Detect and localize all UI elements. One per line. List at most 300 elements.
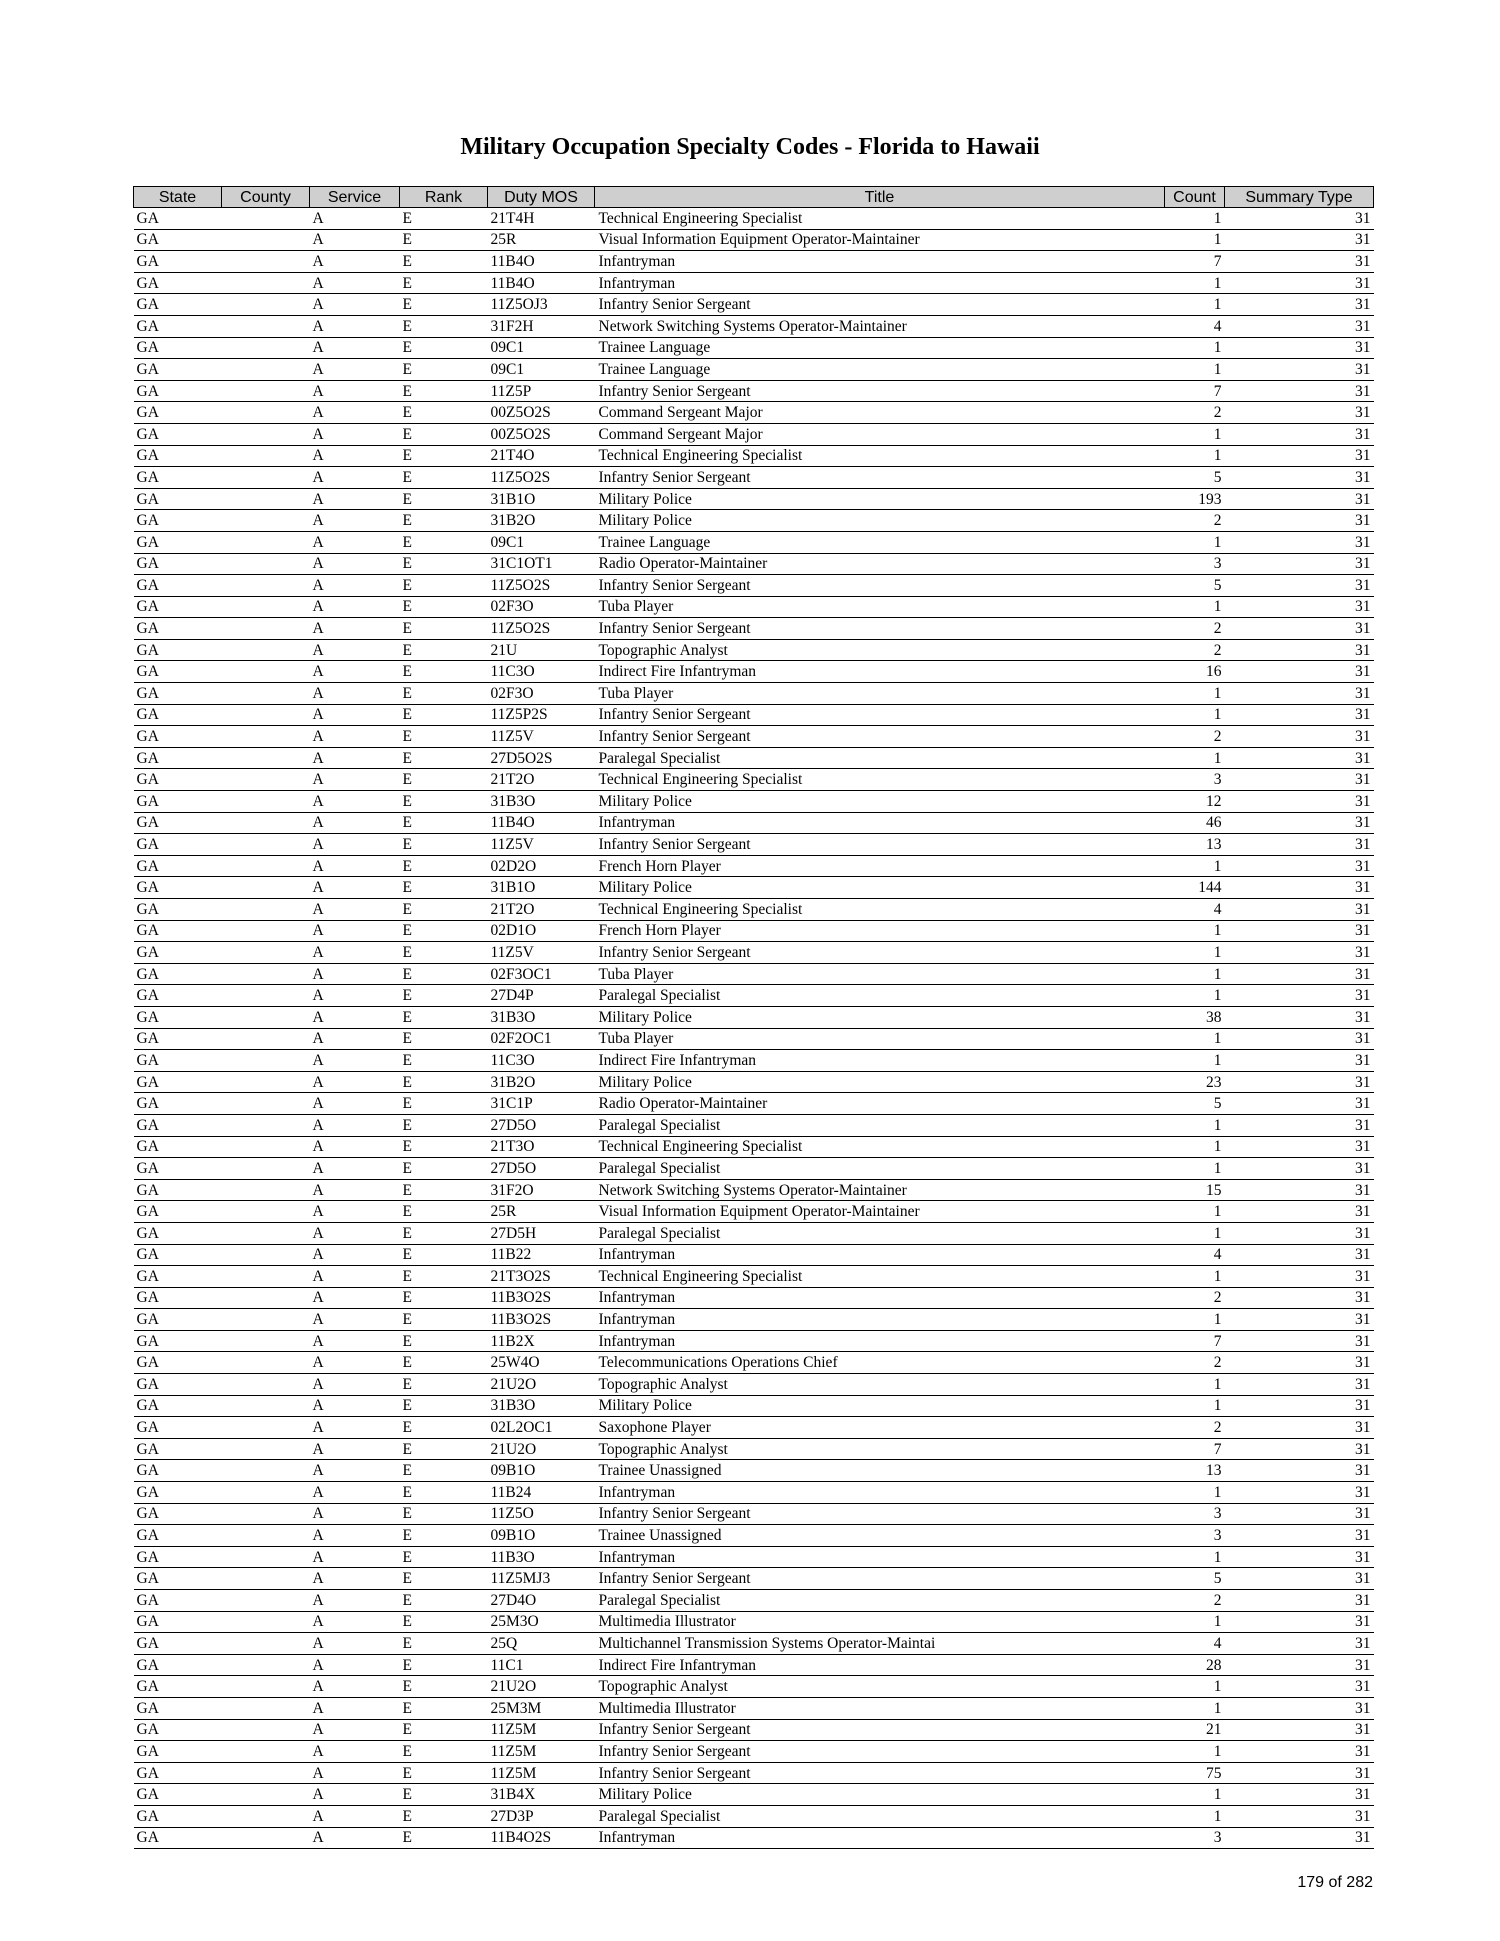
- cell-service: A: [310, 445, 400, 467]
- cell-duty-mos: 11Z5M: [488, 1762, 595, 1784]
- cell-summary-type: 31: [1225, 208, 1374, 230]
- cell-service: A: [310, 1266, 400, 1288]
- cell-rank: E: [400, 1266, 488, 1288]
- cell-summary-type: 31: [1225, 1460, 1374, 1482]
- cell-summary-type: 31: [1225, 1741, 1374, 1763]
- cell-county: [222, 1611, 310, 1633]
- cell-title: Paralegal Specialist: [595, 1805, 1165, 1827]
- cell-summary-type: 31: [1225, 1417, 1374, 1439]
- table-row: [134, 1460, 1374, 1482]
- cell-county: [222, 1697, 310, 1719]
- cell-count: 1: [1165, 1266, 1225, 1288]
- cell-duty-mos: 31B4X: [488, 1784, 595, 1806]
- column-header-summary-type[interactable]: Summary Type: [1225, 187, 1374, 208]
- page-number: 179 of 282: [1297, 1874, 1373, 1891]
- cell-county: [222, 1244, 310, 1266]
- cell-county: [222, 402, 310, 424]
- cell-title: Military Police: [595, 510, 1165, 532]
- cell-county: [222, 639, 310, 661]
- cell-rank: E: [400, 1136, 488, 1158]
- cell-service: A: [310, 294, 400, 316]
- cell-state: GA: [134, 726, 222, 748]
- cell-duty-mos: 11B2X: [488, 1330, 595, 1352]
- cell-state: GA: [134, 1201, 222, 1223]
- cell-county: [222, 1352, 310, 1374]
- cell-rank: E: [400, 704, 488, 726]
- cell-count: 1: [1165, 1611, 1225, 1633]
- cell-state: GA: [134, 1006, 222, 1028]
- cell-title: Infantry Senior Sergeant: [595, 1719, 1165, 1741]
- cell-rank: E: [400, 747, 488, 769]
- cell-state: GA: [134, 704, 222, 726]
- cell-county: [222, 1006, 310, 1028]
- cell-county: [222, 596, 310, 618]
- table-row: [134, 1590, 1374, 1612]
- cell-summary-type: 31: [1225, 747, 1374, 769]
- cell-title: Military Police: [595, 1006, 1165, 1028]
- cell-county: [222, 1460, 310, 1482]
- mos-table: [133, 186, 1374, 1849]
- cell-count: 7: [1165, 1330, 1225, 1352]
- cell-county: [222, 618, 310, 640]
- cell-rank: E: [400, 834, 488, 856]
- cell-count: 1: [1165, 272, 1225, 294]
- cell-state: GA: [134, 1093, 222, 1115]
- cell-title: Visual Information Equipment Operator-Maintainer: [595, 229, 1165, 251]
- cell-summary-type: 31: [1225, 294, 1374, 316]
- cell-duty-mos: 02D2O: [488, 855, 595, 877]
- cell-title: Trainee Unassigned: [595, 1460, 1165, 1482]
- cell-summary-type: 31: [1225, 726, 1374, 748]
- cell-service: A: [310, 942, 400, 964]
- cell-rank: E: [400, 402, 488, 424]
- table-row: [134, 834, 1374, 856]
- cell-state: GA: [134, 942, 222, 964]
- cell-rank: E: [400, 639, 488, 661]
- cell-count: 2: [1165, 510, 1225, 532]
- cell-county: [222, 1287, 310, 1309]
- cell-count: 1: [1165, 1158, 1225, 1180]
- cell-rank: E: [400, 1633, 488, 1655]
- cell-rank: E: [400, 1546, 488, 1568]
- table-row: [134, 1482, 1374, 1504]
- cell-state: GA: [134, 1071, 222, 1093]
- table-row: [134, 251, 1374, 273]
- cell-rank: E: [400, 1352, 488, 1374]
- cell-service: A: [310, 553, 400, 575]
- cell-title: Network Switching Systems Operator-Maintainer: [595, 1179, 1165, 1201]
- cell-service: A: [310, 1590, 400, 1612]
- cell-rank: E: [400, 1222, 488, 1244]
- cell-count: 2: [1165, 618, 1225, 640]
- column-header-state[interactable]: State: [134, 187, 222, 208]
- cell-service: A: [310, 315, 400, 337]
- cell-count: 1: [1165, 1222, 1225, 1244]
- cell-county: [222, 1719, 310, 1741]
- cell-service: A: [310, 1158, 400, 1180]
- table-row: [134, 445, 1374, 467]
- cell-county: [222, 877, 310, 899]
- cell-count: 1: [1165, 1676, 1225, 1698]
- cell-rank: E: [400, 229, 488, 251]
- cell-rank: E: [400, 1438, 488, 1460]
- cell-service: A: [310, 1611, 400, 1633]
- cell-county: [222, 726, 310, 748]
- cell-title: Trainee Unassigned: [595, 1525, 1165, 1547]
- cell-count: 1: [1165, 445, 1225, 467]
- cell-title: Telecommunications Operations Chief: [595, 1352, 1165, 1374]
- cell-duty-mos: 11Z5MJ3: [488, 1568, 595, 1590]
- table-row: [134, 1158, 1374, 1180]
- cell-rank: E: [400, 315, 488, 337]
- cell-state: GA: [134, 531, 222, 553]
- cell-county: [222, 1676, 310, 1698]
- table-header-row: [134, 187, 1374, 208]
- cell-duty-mos: 27D5O: [488, 1158, 595, 1180]
- cell-state: GA: [134, 1395, 222, 1417]
- column-header-count[interactable]: Count: [1165, 187, 1225, 208]
- cell-summary-type: 31: [1225, 1222, 1374, 1244]
- table-row: [134, 1222, 1374, 1244]
- cell-title: Military Police: [595, 791, 1165, 813]
- cell-title: Infantry Senior Sergeant: [595, 704, 1165, 726]
- cell-count: 2: [1165, 1417, 1225, 1439]
- table-row: [134, 337, 1374, 359]
- cell-title: Infantry Senior Sergeant: [595, 380, 1165, 402]
- table-body: [134, 208, 1374, 1849]
- cell-service: A: [310, 1827, 400, 1849]
- column-header-service[interactable]: Service: [310, 187, 400, 208]
- cell-county: [222, 359, 310, 381]
- cell-county: [222, 1438, 310, 1460]
- cell-title: Saxophone Player: [595, 1417, 1165, 1439]
- cell-rank: E: [400, 812, 488, 834]
- cell-rank: E: [400, 1093, 488, 1115]
- cell-service: A: [310, 423, 400, 445]
- table-row: [134, 683, 1374, 705]
- cell-rank: E: [400, 380, 488, 402]
- cell-state: GA: [134, 1719, 222, 1741]
- cell-service: A: [310, 1762, 400, 1784]
- cell-title: Paralegal Specialist: [595, 747, 1165, 769]
- column-header-county[interactable]: County: [222, 187, 310, 208]
- cell-summary-type: 31: [1225, 683, 1374, 705]
- cell-duty-mos: 02L2OC1: [488, 1417, 595, 1439]
- cell-summary-type: 31: [1225, 359, 1374, 381]
- table-row: [134, 1611, 1374, 1633]
- cell-rank: E: [400, 1590, 488, 1612]
- cell-duty-mos: 11Z5M: [488, 1719, 595, 1741]
- cell-service: A: [310, 359, 400, 381]
- cell-county: [222, 380, 310, 402]
- cell-summary-type: 31: [1225, 1525, 1374, 1547]
- cell-count: 12: [1165, 791, 1225, 813]
- cell-county: [222, 1114, 310, 1136]
- cell-state: GA: [134, 251, 222, 273]
- cell-title: Infantry Senior Sergeant: [595, 1741, 1165, 1763]
- cell-service: A: [310, 1114, 400, 1136]
- cell-duty-mos: 11Z5OJ3: [488, 294, 595, 316]
- table-row: [134, 596, 1374, 618]
- cell-rank: E: [400, 423, 488, 445]
- cell-summary-type: 31: [1225, 812, 1374, 834]
- cell-service: A: [310, 596, 400, 618]
- cell-rank: E: [400, 855, 488, 877]
- cell-state: GA: [134, 1114, 222, 1136]
- table-row: [134, 1287, 1374, 1309]
- cell-duty-mos: 02F3O: [488, 683, 595, 705]
- cell-title: Military Police: [595, 1784, 1165, 1806]
- cell-rank: E: [400, 1309, 488, 1331]
- column-header-duty-mos[interactable]: Duty MOS: [488, 187, 595, 208]
- cell-state: GA: [134, 1503, 222, 1525]
- cell-service: A: [310, 272, 400, 294]
- cell-service: A: [310, 1309, 400, 1331]
- cell-state: GA: [134, 1287, 222, 1309]
- cell-summary-type: 31: [1225, 510, 1374, 532]
- cell-count: 1: [1165, 208, 1225, 230]
- column-header-title[interactable]: Title: [595, 187, 1165, 208]
- cell-duty-mos: 11C3O: [488, 661, 595, 683]
- cell-duty-mos: 11C3O: [488, 1050, 595, 1072]
- cell-summary-type: 31: [1225, 488, 1374, 510]
- cell-summary-type: 31: [1225, 1503, 1374, 1525]
- cell-summary-type: 31: [1225, 855, 1374, 877]
- cell-county: [222, 208, 310, 230]
- cell-summary-type: 31: [1225, 1438, 1374, 1460]
- cell-summary-type: 31: [1225, 877, 1374, 899]
- table-row: [134, 359, 1374, 381]
- cell-service: A: [310, 1741, 400, 1763]
- cell-rank: E: [400, 488, 488, 510]
- cell-county: [222, 467, 310, 489]
- cell-state: GA: [134, 337, 222, 359]
- cell-summary-type: 31: [1225, 942, 1374, 964]
- cell-service: A: [310, 1525, 400, 1547]
- cell-rank: E: [400, 1244, 488, 1266]
- cell-duty-mos: 25R: [488, 229, 595, 251]
- cell-rank: E: [400, 1050, 488, 1072]
- cell-county: [222, 661, 310, 683]
- cell-count: 1: [1165, 229, 1225, 251]
- cell-county: [222, 920, 310, 942]
- table-row: [134, 1352, 1374, 1374]
- cell-duty-mos: 31C1OT1: [488, 553, 595, 575]
- cell-count: 1: [1165, 1136, 1225, 1158]
- cell-rank: E: [400, 510, 488, 532]
- cell-title: Infantry Senior Sergeant: [595, 726, 1165, 748]
- table-row: [134, 963, 1374, 985]
- cell-duty-mos: 00Z5O2S: [488, 402, 595, 424]
- cell-service: A: [310, 1784, 400, 1806]
- cell-county: [222, 1482, 310, 1504]
- cell-summary-type: 31: [1225, 1050, 1374, 1072]
- cell-duty-mos: 11Z5O2S: [488, 575, 595, 597]
- table-row: [134, 704, 1374, 726]
- cell-service: A: [310, 337, 400, 359]
- table-row: [134, 380, 1374, 402]
- table-row: [134, 855, 1374, 877]
- cell-service: A: [310, 1395, 400, 1417]
- cell-service: A: [310, 1244, 400, 1266]
- cell-title: Paralegal Specialist: [595, 1222, 1165, 1244]
- cell-count: 1: [1165, 1482, 1225, 1504]
- cell-county: [222, 1546, 310, 1568]
- cell-rank: E: [400, 1287, 488, 1309]
- cell-count: 23: [1165, 1071, 1225, 1093]
- cell-duty-mos: 11B24: [488, 1482, 595, 1504]
- cell-summary-type: 31: [1225, 337, 1374, 359]
- cell-count: 4: [1165, 899, 1225, 921]
- cell-count: 1: [1165, 294, 1225, 316]
- cell-summary-type: 31: [1225, 791, 1374, 813]
- cell-duty-mos: 11B22: [488, 1244, 595, 1266]
- table-row: [134, 1633, 1374, 1655]
- cell-service: A: [310, 899, 400, 921]
- cell-service: A: [310, 683, 400, 705]
- cell-state: GA: [134, 1266, 222, 1288]
- cell-count: 2: [1165, 402, 1225, 424]
- cell-state: GA: [134, 1568, 222, 1590]
- table-row: [134, 1006, 1374, 1028]
- cell-count: 1: [1165, 1697, 1225, 1719]
- cell-rank: E: [400, 877, 488, 899]
- cell-title: Paralegal Specialist: [595, 1114, 1165, 1136]
- cell-title: Infantry Senior Sergeant: [595, 294, 1165, 316]
- cell-state: GA: [134, 208, 222, 230]
- cell-title: Infantry Senior Sergeant: [595, 618, 1165, 640]
- cell-duty-mos: 25W4O: [488, 1352, 595, 1374]
- cell-state: GA: [134, 1805, 222, 1827]
- cell-title: Military Police: [595, 877, 1165, 899]
- cell-service: A: [310, 963, 400, 985]
- cell-rank: E: [400, 1482, 488, 1504]
- cell-service: A: [310, 402, 400, 424]
- cell-count: 1: [1165, 704, 1225, 726]
- cell-count: 7: [1165, 251, 1225, 273]
- cell-rank: E: [400, 1158, 488, 1180]
- cell-state: GA: [134, 1482, 222, 1504]
- cell-title: Military Police: [595, 488, 1165, 510]
- table-row: [134, 1244, 1374, 1266]
- cell-title: Command Sergeant Major: [595, 402, 1165, 424]
- cell-count: 1: [1165, 942, 1225, 964]
- cell-title: Infantryman: [595, 1827, 1165, 1849]
- cell-rank: E: [400, 1741, 488, 1763]
- cell-count: 16: [1165, 661, 1225, 683]
- cell-title: Radio Operator-Maintainer: [595, 1093, 1165, 1115]
- cell-title: Technical Engineering Specialist: [595, 208, 1165, 230]
- cell-summary-type: 31: [1225, 1158, 1374, 1180]
- table-row: [134, 899, 1374, 921]
- cell-county: [222, 1503, 310, 1525]
- cell-county: [222, 229, 310, 251]
- cell-state: GA: [134, 1676, 222, 1698]
- cell-county: [222, 337, 310, 359]
- cell-duty-mos: 31B3O: [488, 1395, 595, 1417]
- cell-rank: E: [400, 1330, 488, 1352]
- cell-duty-mos: 09C1: [488, 359, 595, 381]
- cell-duty-mos: 11B4O: [488, 812, 595, 834]
- cell-count: 2: [1165, 1287, 1225, 1309]
- cell-duty-mos: 31B1O: [488, 877, 595, 899]
- cell-rank: E: [400, 1201, 488, 1223]
- cell-summary-type: 31: [1225, 1482, 1374, 1504]
- cell-duty-mos: 11C1: [488, 1654, 595, 1676]
- cell-count: 7: [1165, 380, 1225, 402]
- cell-service: A: [310, 1460, 400, 1482]
- cell-rank: E: [400, 1762, 488, 1784]
- table-row: [134, 553, 1374, 575]
- cell-title: Tuba Player: [595, 1028, 1165, 1050]
- table-row: [134, 402, 1374, 424]
- cell-title: French Horn Player: [595, 920, 1165, 942]
- column-header-rank[interactable]: Rank: [400, 187, 488, 208]
- cell-rank: E: [400, 445, 488, 467]
- cell-summary-type: 31: [1225, 553, 1374, 575]
- cell-duty-mos: 02D1O: [488, 920, 595, 942]
- cell-summary-type: 31: [1225, 1374, 1374, 1396]
- cell-county: [222, 1158, 310, 1180]
- cell-service: A: [310, 229, 400, 251]
- cell-summary-type: 31: [1225, 380, 1374, 402]
- cell-state: GA: [134, 855, 222, 877]
- cell-duty-mos: 21T2O: [488, 899, 595, 921]
- cell-county: [222, 855, 310, 877]
- cell-duty-mos: 11Z5P: [488, 380, 595, 402]
- cell-state: GA: [134, 575, 222, 597]
- cell-title: French Horn Player: [595, 855, 1165, 877]
- table-row: [134, 488, 1374, 510]
- cell-service: A: [310, 1136, 400, 1158]
- table-row: [134, 1071, 1374, 1093]
- cell-count: 1: [1165, 337, 1225, 359]
- cell-title: Indirect Fire Infantryman: [595, 661, 1165, 683]
- cell-duty-mos: 21T2O: [488, 769, 595, 791]
- cell-count: 2: [1165, 1352, 1225, 1374]
- cell-title: Tuba Player: [595, 596, 1165, 618]
- cell-summary-type: 31: [1225, 1266, 1374, 1288]
- table-row: [134, 1309, 1374, 1331]
- cell-title: Indirect Fire Infantryman: [595, 1654, 1165, 1676]
- cell-state: GA: [134, 791, 222, 813]
- table-row: [134, 1546, 1374, 1568]
- cell-title: Paralegal Specialist: [595, 1590, 1165, 1612]
- cell-state: GA: [134, 423, 222, 445]
- cell-title: Infantryman: [595, 812, 1165, 834]
- cell-count: 1: [1165, 423, 1225, 445]
- cell-county: [222, 812, 310, 834]
- cell-duty-mos: 21U2O: [488, 1374, 595, 1396]
- cell-state: GA: [134, 1309, 222, 1331]
- cell-summary-type: 31: [1225, 229, 1374, 251]
- cell-title: Technical Engineering Specialist: [595, 1266, 1165, 1288]
- table-row: [134, 618, 1374, 640]
- cell-count: 75: [1165, 1762, 1225, 1784]
- cell-county: [222, 488, 310, 510]
- cell-rank: E: [400, 1676, 488, 1698]
- cell-county: [222, 1762, 310, 1784]
- cell-count: 1: [1165, 1546, 1225, 1568]
- cell-rank: E: [400, 553, 488, 575]
- cell-service: A: [310, 1719, 400, 1741]
- cell-state: GA: [134, 834, 222, 856]
- table-row: [134, 985, 1374, 1007]
- cell-state: GA: [134, 1374, 222, 1396]
- cell-county: [222, 683, 310, 705]
- cell-duty-mos: 09B1O: [488, 1525, 595, 1547]
- cell-state: GA: [134, 1784, 222, 1806]
